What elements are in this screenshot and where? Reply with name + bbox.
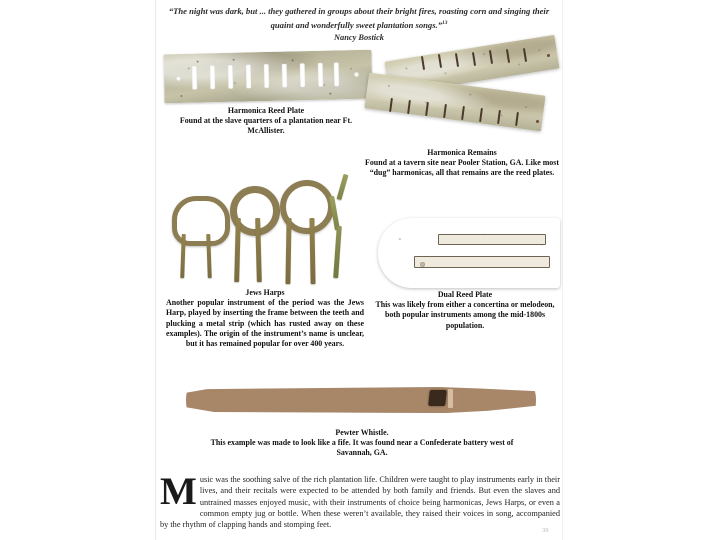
caption-pewter-whistle: [208, 428, 516, 459]
drop-cap: M: [160, 470, 197, 513]
whistle-body: [186, 387, 536, 413]
reed-plate-slot: [300, 63, 306, 87]
epigraph-block: [166, 6, 552, 44]
reed-plate-slot: [210, 65, 216, 89]
remains-rivet: [536, 120, 539, 123]
figure-dual-reed-plate: [378, 218, 560, 288]
jews-harp-prong: [180, 234, 186, 278]
caption-text: Found at the slave quarters of a plantation near Ft. McAllister.: [179, 116, 353, 136]
caption-title: Harmonica Reed Plate: [227, 106, 305, 115]
page-content-column: [156, 0, 562, 540]
figure-pewter-whistle: [186, 378, 536, 426]
caption-harmonica-remains: [364, 148, 560, 179]
reed-plate-rivet: [176, 76, 181, 81]
caption-title: Harmonica Remains: [427, 148, 497, 157]
reed-plate-speck: [292, 59, 294, 61]
caption-title: Jews Harps: [245, 288, 285, 297]
reed-plate-slot: [246, 64, 252, 88]
remains-rivet: [547, 54, 550, 57]
reed-plate-speck: [329, 93, 331, 95]
reed-plate-slot: [282, 64, 288, 88]
caption-dual-reed-plate: [370, 290, 560, 331]
dual-plate-slot: [414, 256, 550, 268]
caption-text: This example was made to look like a fife. It was found near a Confederate battery west of Savannah, GA.: [210, 438, 514, 458]
figure-harmonica-remains: [364, 46, 560, 144]
dual-plate-body: [378, 218, 560, 288]
jews-harp-prong: [234, 218, 241, 282]
caption-text: Found at a tavern site near Pooler Station, GA. Like most “dug” harmonicas, all that remains are the reed plates.: [365, 158, 559, 178]
caption-text: This was likely from either a concertina or melodeon, both popular instruments among the mid-1800s population.: [375, 300, 555, 330]
body-text: usic was the soothing salve of the rich plantation life. Children were taught to play instruments early in their lives, and their recitals were expected to be attended by both family and friends. But even the slaves and untrained masses enjoyed music, with their instruments of choice being harmonicas, Jews Harps, or even a common empty jug or bottle. When these weren’t available, they raised their voices in song, accompanied by the rhythm of clapping hands and stomping feet.: [160, 475, 560, 530]
caption-text: Another popular instrument of the period was the Jews Harp, played by inserting the frame between the teeth and plucking a metal strip (which has rusted away on these examples). The origin of the instrument’s name is unclear, but it has remained popular for over 400 years.: [166, 298, 364, 349]
figure-harmonica-reed-plate: [163, 50, 372, 104]
caption-jews-harps: [166, 288, 364, 349]
caption-harmonica-reed-plate: [166, 106, 366, 137]
reed-plate-speck: [197, 61, 199, 63]
epigraph-footnote-marker: 13: [442, 19, 448, 26]
reed-plate-speck: [233, 59, 235, 61]
reed-plate-slot: [334, 62, 340, 86]
jews-harp-prong: [285, 218, 291, 284]
dual-plate-slot: [438, 234, 546, 245]
reed-plate-slot: [228, 65, 234, 89]
dual-plate-rivet: [420, 262, 425, 267]
whistle-tone-hole: [428, 390, 447, 406]
reed-plate-slot: [192, 66, 198, 90]
epigraph-quote: “The night was dark, but ... they gathered in groups about their bright fires, roasting corn and singing their quaint and wonderfully sweet plantation songs.”: [168, 6, 550, 30]
reed-plate-slot: [318, 63, 324, 87]
caption-title: Dual Reed Plate: [437, 290, 493, 299]
caption-title: Pewter Whistle.: [335, 428, 389, 437]
reed-plate-speck: [180, 95, 182, 97]
whistle-fipple-notch: [448, 389, 453, 408]
body-paragraph: [160, 470, 560, 530]
reed-plate-slot: [264, 64, 270, 88]
page-number: 39: [542, 527, 549, 534]
jews-harp-prong: [333, 226, 342, 278]
epigraph-attribution: Nancy Bostick: [333, 33, 384, 43]
figure-jews-harps: [172, 172, 362, 284]
jews-harp-prong: [337, 174, 349, 200]
page-right-edge-line: [562, 0, 563, 540]
